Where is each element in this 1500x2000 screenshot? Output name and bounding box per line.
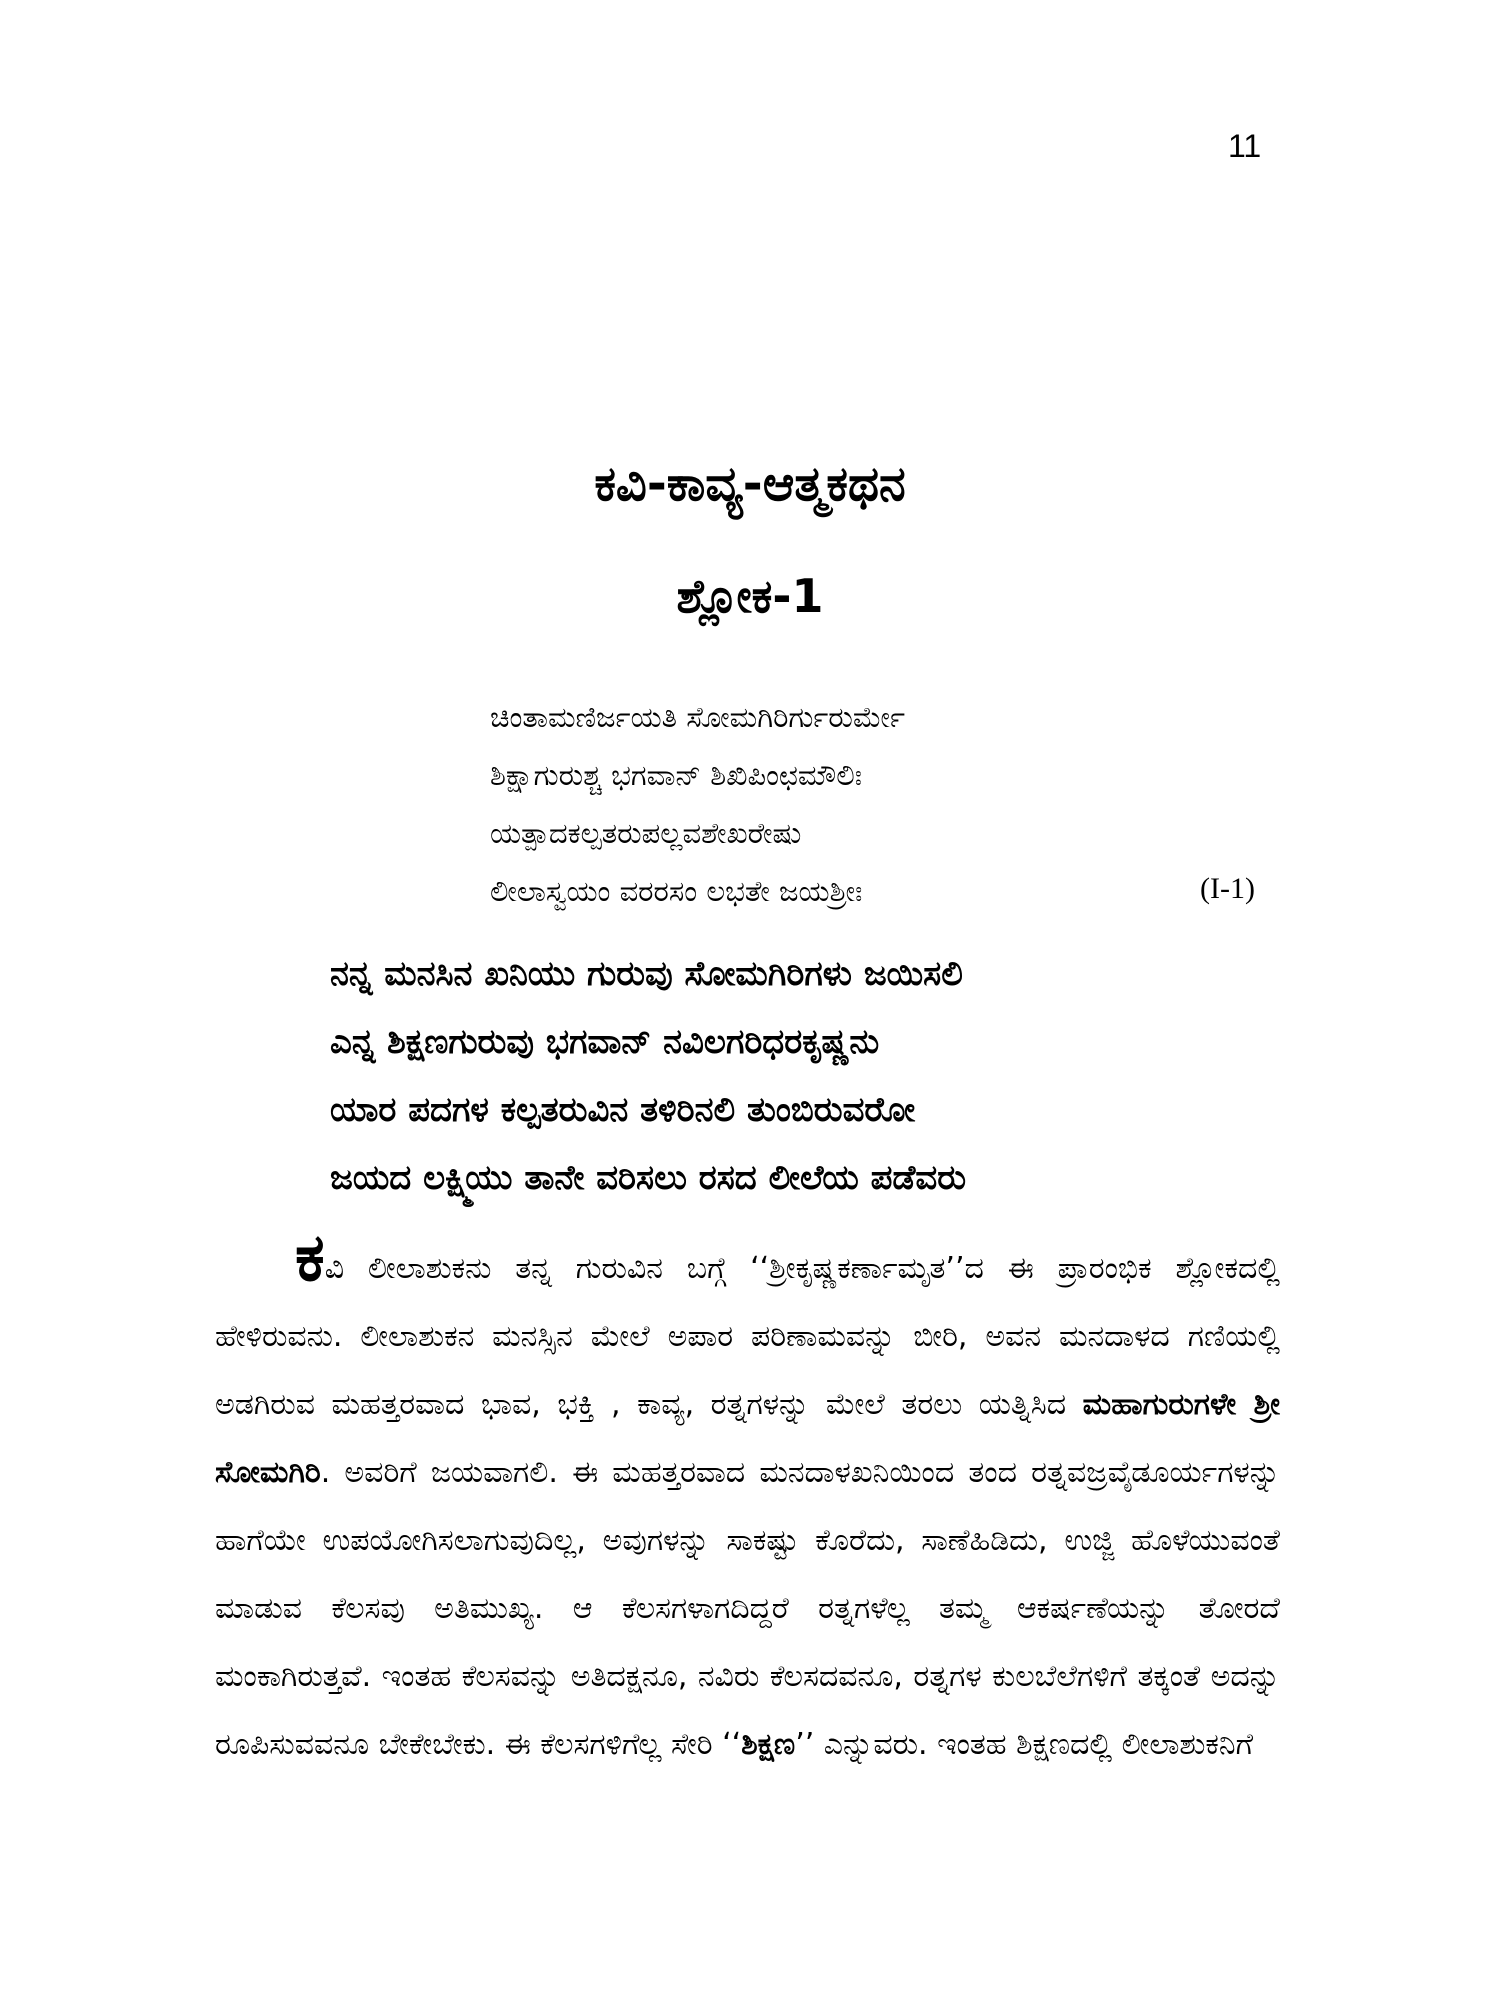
translation-line-2: ಎನ್ನ ಶಿಕ್ಷಣಗುರುವು ಭಗವಾನ್ ನವಿಲಗರಿಧರಕೃಷ್ಣನು <box>330 1022 880 1062</box>
chapter-title: ಕವಿ-ಕಾವ್ಯ-ಆತ್ಮಕಥನ <box>594 456 906 512</box>
verse-reference: (I-1) <box>1200 872 1255 905</box>
commentary-bold-guru: ಮಹಾಗುರುಗಳೇ ಶ್ರೀ ಸೋಮಗಿರಿ <box>215 1387 1280 1490</box>
verse-line-1: ಚಿಂತಾಮಣಿರ್ಜಯತಿ ಸೋಮಗಿರಿರ್ಗುರುರ್ಮೇ <box>490 700 905 734</box>
shloka-heading: ಶ್ಲೋಕ-1 <box>676 569 824 623</box>
commentary-bold-shikshana: ಶಿಕ್ಷಣ <box>741 1727 796 1762</box>
commentary-text-2: . ಅವರಿಗೆ ಜಯವಾಗಲಿ. ಈ ಮಹತ್ತರವಾದ ಮನದಾಳಖನಿಯಿಂದ ತಂದ ರತ್ನವಜ್ರವೈಡೂರ್ಯಗಳನ್ನು ಹಾಗೆಯೇ ಉಪಯೋಗಿಸಲಾಗುವುದಿಲ್ಲ, ಅವುಗಳನ್ನು ಸಾಕಷ್ಟು ಕೊರೆದು, ಸಾಣೆಹಿಡಿದು, ಉಜ್ಜಿ ಹೊಳೆಯುವಂತೆ ಮಾಡುವ ಕೆಲಸವು ಅತಿಮುಖ್ಯ. ಆ ಕೆಲಸಗಳಾಗದಿದ್ದರೆ ರತ್ನಗಳೆಲ್ಲ ತಮ್ಮ ಆಕರ್ಷಣೆಯನ್ನು ತೋರದೆ ಮಂಕಾಗಿರುತ್ತವೆ. ಇಂತಹ ಕೆಲಸವನ್ನು ಅತಿದಕ್ಷನೂ, ನವಿರು ಕೆಲಸದವನೂ, ರತ್ನಗಳ ಕುಲಬೆಲೆಗಳಿಗೆ ತಕ್ಕಂತೆ ಅದನ್ನು ರೂಪಿಸುವವನೂ ಬೇಕೇಬೇಕು. ಈ ಕೆಲಸಗಳಿಗೆಲ್ಲ ಸೇರಿ ‘‘ <box>215 1455 1280 1762</box>
verse-line-2: ಶಿಕ್ಷಾಗುರುಶ್ಚ ಭಗವಾನ್ ಶಿಖಿಪಿಂಛಮೌಲಿಃ <box>490 758 862 792</box>
commentary-text-1: ವಿ ಲೀಲಾಶುಕನು ತನ್ನ ಗುರುವಿನ ಬಗ್ಗೆ ‘‘ಶ್ರೀಕೃಷ್ಣಕರ್ಣಾಮೃತ’’ದ ಈ ಪ್ರಾರಂಭಿಕ ಶ್ಲೋಕದಲ್ಲಿ ಹೇಳಿರುವನು. ಲೀಲಾಶುಕನ ಮನಸ್ಸಿನ ಮೇಲೆ ಅಪಾರ ಪರಿಣಾಮವನ್ನು ಬೀರಿ, ಅವನ ಮನದಾಳದ ಗಣಿಯಲ್ಲಿ ಅಡಗಿರುವ ಮಹತ್ತರವಾದ ಭಾವ, ಭಕ್ತಿ , ಕಾವ್ಯ, ರತ್ನಗಳನ್ನು ಮೇಲೆ ತರಲು ಯತ್ನಿಸಿದ <box>215 1251 1280 1422</box>
translation-line-1: ನನ್ನ ಮನಸಿನ ಖನಿಯು ಗುರುವು ಸೋಮಗಿರಿಗಳು ಜಯಿಸಲಿ <box>330 954 963 994</box>
commentary-text-3: ’’ ಎನ್ನುವರು. ಇಂತಹ ಶಿಕ್ಷಣದಲ್ಲಿ ಲೀಲಾಶುಕನಿಗೆ <box>795 1727 1254 1762</box>
sanskrit-verse <box>490 688 1290 920</box>
verse-line-4: ಲೀಲಾಸ್ವಯಂ ವರರಸಂ ಲಭತೇ ಜಯಶ್ರೀಃ <box>490 874 863 908</box>
page-number: 11 <box>1228 128 1262 164</box>
commentary-paragraph <box>215 1219 1280 1779</box>
translation-line-3: ಯಾರ ಪದಗಳ ಕಲ್ಪತರುವಿನ ತಳಿರಿನಲಿ ತುಂಬಿರುವರೋ <box>330 1090 916 1130</box>
kannada-translation <box>330 940 1230 1212</box>
translation-line-4: ಜಯದ ಲಕ್ಷ್ಮಿಯು ತಾನೇ ವರಿಸಲು ರಸದ ಲೀಲೆಯ ಪಡೆವರು <box>330 1158 967 1198</box>
drop-cap: ಕ <box>295 1219 325 1296</box>
verse-line-3: ಯತ್ಪಾದಕಲ್ಪತರುಪಲ್ಲವಶೇಖರೇಷು <box>490 816 802 850</box>
